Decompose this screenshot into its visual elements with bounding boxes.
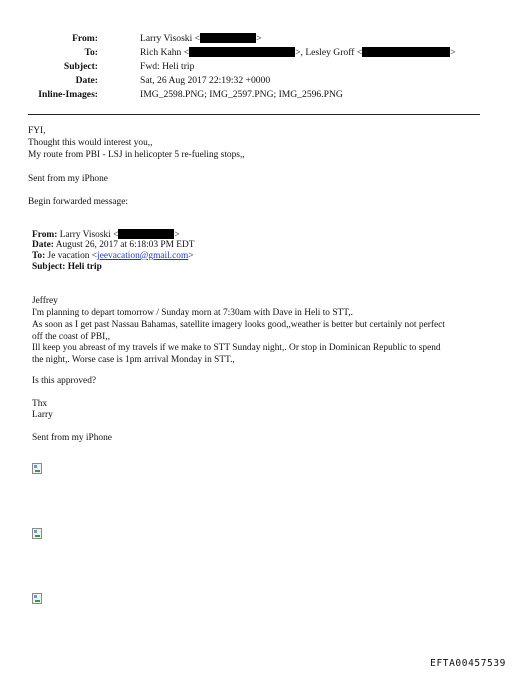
fwd-signature: Larry: [32, 410, 53, 420]
broken-image-icon[interactable]: [32, 528, 42, 539]
fwd-body-line: As soon as I get past Nassau Bahamas, satellite imagery looks good,,weather is better but certainly not perfect: [32, 320, 445, 330]
body-line: FYI,: [28, 126, 46, 136]
fwd-body-line: off the coast of PBI,,: [32, 332, 110, 342]
fwd-date-label: Date:: [32, 240, 54, 250]
fwd-from-row: From: Larry Visoski < >: [32, 230, 180, 240]
inline-images-label: Inline-Images:: [38, 89, 98, 100]
sent-from-iphone: Sent from my iPhone: [28, 174, 108, 184]
fwd-subject-row: [32, 262, 102, 274]
fwd-body-line: the night,. Worse case is 1pm arrival Monday in STT.,: [32, 355, 235, 365]
broken-image-icon[interactable]: [32, 593, 42, 604]
fwd-from-value: Larry Visoski <: [59, 230, 119, 240]
document-id: EFTA00457539: [430, 658, 506, 669]
fwd-body-line: Ill keep you abreast of my travels if we make to STT Sunday night,. Or stop in Dominican Republic to spend: [32, 343, 441, 353]
body-line: My route from PBI - LSJ in helicopter 5 re-fueling stops,,: [28, 150, 245, 160]
date-label: Date:: [75, 75, 98, 86]
fwd-thx: Thx: [32, 399, 48, 409]
to-label: To:: [84, 47, 98, 58]
body-line: Thought this would interest you,,: [28, 138, 153, 148]
fwd-question: Is this approved?: [32, 376, 97, 386]
fwd-body-line: I'm planning to depart tomorrow / Sunday morn at 7:30am with Dave in Heli to STT,.: [32, 308, 353, 318]
redaction-bar: [118, 229, 174, 239]
fwd-subject-label: Subject:: [32, 262, 66, 272]
fwd-to-value: Je vacation <: [47, 251, 98, 261]
fwd-subject-value: Heli trip: [67, 262, 102, 272]
date-value: Sat, 26 Aug 2017 22:19:32 +0000: [140, 75, 271, 86]
from-value: Larry Visoski < >: [140, 33, 262, 44]
header-divider: [28, 114, 480, 115]
broken-image-icon[interactable]: [32, 463, 42, 474]
fwd-date-row: [32, 240, 195, 252]
fwd-to-label: To:: [32, 251, 46, 261]
fwd-greeting: Jeffrey: [32, 296, 58, 306]
redaction-bar: [200, 33, 256, 43]
fwd-to-row: To: Je vacation <jeevacation@gmail.com>: [32, 251, 194, 261]
to-value: Rich Kahn < >, Lesley Groff < >: [140, 47, 456, 58]
fwd-sent-from-iphone: Sent from my iPhone: [32, 433, 112, 443]
redaction-bar: [189, 47, 295, 57]
inline-images-value: IMG_2598.PNG; IMG_2597.PNG; IMG_2596.PNG: [140, 89, 343, 100]
from-label: From:: [72, 33, 98, 44]
subject-label: Subject:: [63, 61, 98, 72]
redaction-bar: [362, 47, 450, 57]
subject-value: Fwd: Heli trip: [140, 61, 195, 72]
email-link[interactable]: jeevacation@gmail.com: [97, 251, 189, 261]
fwd-from-label: From:: [32, 230, 58, 240]
begin-forwarded: Begin forwarded message:: [28, 197, 128, 207]
fwd-date-value: August 26, 2017 at 6:18:03 PM EDT: [55, 240, 195, 250]
